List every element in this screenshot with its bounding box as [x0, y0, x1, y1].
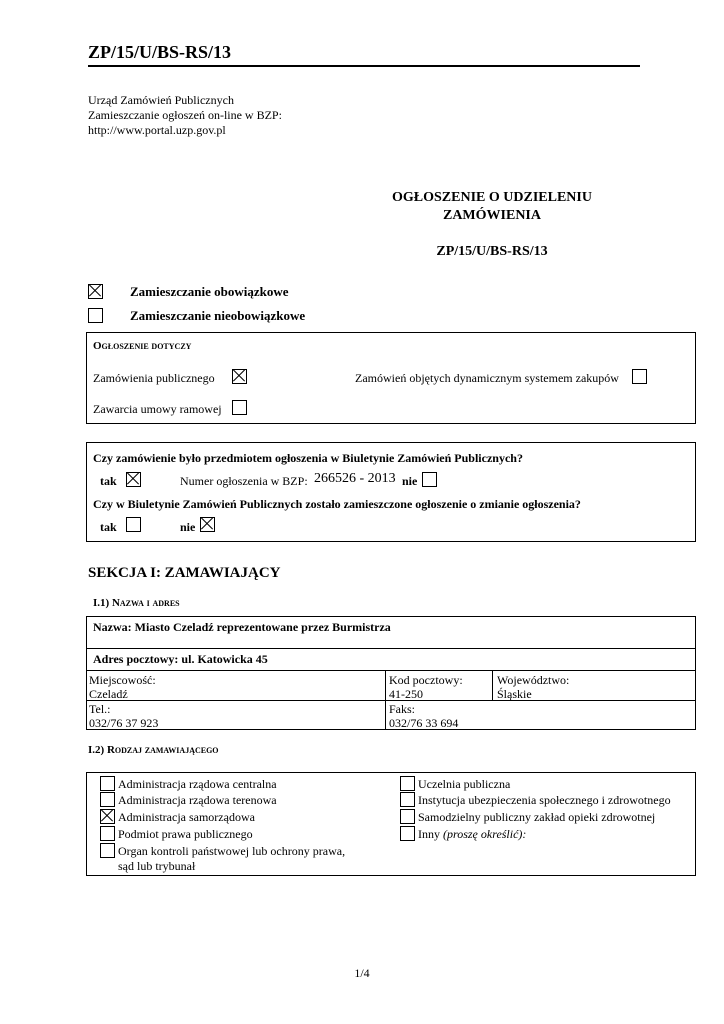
type-checkbox[interactable]	[400, 809, 415, 824]
bzp-q1-yes-label: tak	[100, 474, 117, 488]
bzp-q2-no-label: nie	[180, 520, 196, 534]
contractor-name: Nazwa: Miasto Czeladź reprezentowane przez Burmistrza	[93, 620, 391, 634]
publisher-name: Urząd Zamówień Publicznych	[88, 93, 234, 107]
postcode-cell	[389, 673, 463, 701]
postcode-label: Kod pocztowy:	[389, 673, 463, 687]
table-divider	[86, 670, 696, 671]
type-label: Administracja rządowa terenowa	[118, 793, 277, 807]
contractor-address: Adres pocztowy: ul. Katowicka 45	[93, 652, 268, 666]
fax-label: Faks:	[389, 702, 416, 716]
optional-label: Zamieszczanie nieobowiązkowe	[130, 308, 306, 323]
section-1-heading: SEKCJA I: ZAMAWIAJĄCY	[88, 565, 281, 581]
postcode-value: 41-250	[389, 687, 423, 701]
publisher-info	[88, 93, 282, 138]
table-col-divider	[385, 670, 386, 730]
tel-label: Tel.:	[89, 702, 111, 716]
type-label: Organ kontroli państwowej lub ochrony prawa,	[118, 844, 346, 858]
type-label: Uczelnia publiczna	[418, 777, 511, 791]
type-label-continued: sąd lub trybunał	[118, 859, 196, 873]
bzp-number-label: Numer ogłoszenia w BZP:	[180, 474, 308, 488]
bzp-question-1: Czy zamówienie było przedmiotem ogłoszenia w Biuletynie Zamówień Publicznych?	[93, 451, 523, 465]
city-label: Miejscowość:	[89, 673, 156, 687]
bzp-q2-no-checkbox[interactable]	[200, 517, 215, 532]
bzp-q2-yes-checkbox[interactable]	[126, 517, 141, 532]
type-label-italic: (proszę określić):	[443, 827, 527, 841]
type-label: Podmiot prawa publicznego	[118, 827, 253, 841]
city-value: Czeladź	[89, 687, 128, 701]
bzp-number-value: 266526 - 2013	[314, 471, 396, 486]
section-1-2-heading: I.2) Rodzaj zamawiającego	[88, 744, 219, 756]
concerns-heading: Ogłoszenie dotyczy	[93, 340, 192, 352]
tel-cell	[89, 702, 158, 730]
bzp-q1-no-checkbox[interactable]	[422, 472, 437, 487]
title-line-1: OGŁOSZENIE O UDZIELENIU	[392, 190, 592, 205]
voivodeship-cell	[497, 673, 569, 701]
publisher-url[interactable]: http://www.portal.uzp.gov.pl	[88, 123, 226, 137]
bzp-q1-no-label: nie	[402, 474, 418, 488]
framework-checkbox[interactable]	[232, 400, 247, 415]
dynamic-system-label: Zamówień objętych dynamicznym systemem zakupów	[355, 371, 619, 385]
header-divider	[88, 65, 640, 67]
type-checkbox[interactable]	[100, 776, 115, 791]
page-title	[360, 189, 624, 225]
type-checkbox[interactable]	[400, 826, 415, 841]
fax-cell	[389, 702, 458, 730]
optional-checkbox[interactable]	[88, 308, 103, 323]
type-label-text: Inny	[418, 827, 443, 841]
type-checkbox[interactable]	[100, 826, 115, 841]
voivodeship-label: Województwo:	[497, 673, 570, 687]
page-number: 1/4	[354, 966, 370, 980]
table-divider	[86, 648, 696, 649]
fax-value: 032/76 33 694	[389, 716, 459, 730]
type-checkbox[interactable]	[400, 792, 415, 807]
type-checkbox[interactable]	[400, 776, 415, 791]
bzp-q2-yes-label: tak	[100, 520, 117, 534]
type-checkbox[interactable]	[100, 809, 115, 824]
title-code: ZP/15/U/BS-RS/13	[436, 244, 548, 259]
type-checkbox[interactable]	[100, 792, 115, 807]
type-label: Administracja samorządowa	[118, 810, 255, 824]
tel-value: 032/76 37 923	[89, 716, 159, 730]
table-col-divider	[492, 670, 493, 700]
bzp-question-2: Czy w Biuletynie Zamówień Publicznych zostało zamieszczone ogłoszenie o zmianie ogłoszenia?	[93, 497, 581, 511]
type-label: Instytucja ubezpieczenia społecznego i zdrowotnego	[418, 793, 671, 807]
type-checkbox[interactable]	[100, 843, 115, 858]
mandatory-label: Zamieszczanie obowiązkowe	[130, 284, 289, 299]
type-label: Administracja rządowa centralna	[118, 777, 277, 791]
bzp-q1-yes-checkbox[interactable]	[126, 472, 141, 487]
type-label	[418, 827, 526, 842]
mandatory-checkbox[interactable]	[88, 284, 103, 299]
document-code-header: ZP/15/U/BS-RS/13	[88, 42, 232, 62]
title-line-2: ZAMÓWIENIA	[442, 208, 541, 223]
section-1-1-heading: I.1) Nazwa i adres	[93, 597, 180, 609]
voivodeship-value: Śląskie	[497, 687, 532, 701]
public-contracts-checkbox[interactable]	[232, 369, 247, 384]
type-label: Samodzielny publiczny zakład opieki zdrowotnej	[418, 810, 656, 824]
framework-label: Zawarcia umowy ramowej	[93, 402, 222, 416]
publisher-description: Zamieszczanie ogłoszeń on-line w BZP:	[88, 108, 282, 122]
public-contracts-label: Zamówienia publicznego	[93, 371, 215, 385]
city-cell	[89, 673, 156, 701]
dynamic-system-checkbox[interactable]	[632, 369, 647, 384]
